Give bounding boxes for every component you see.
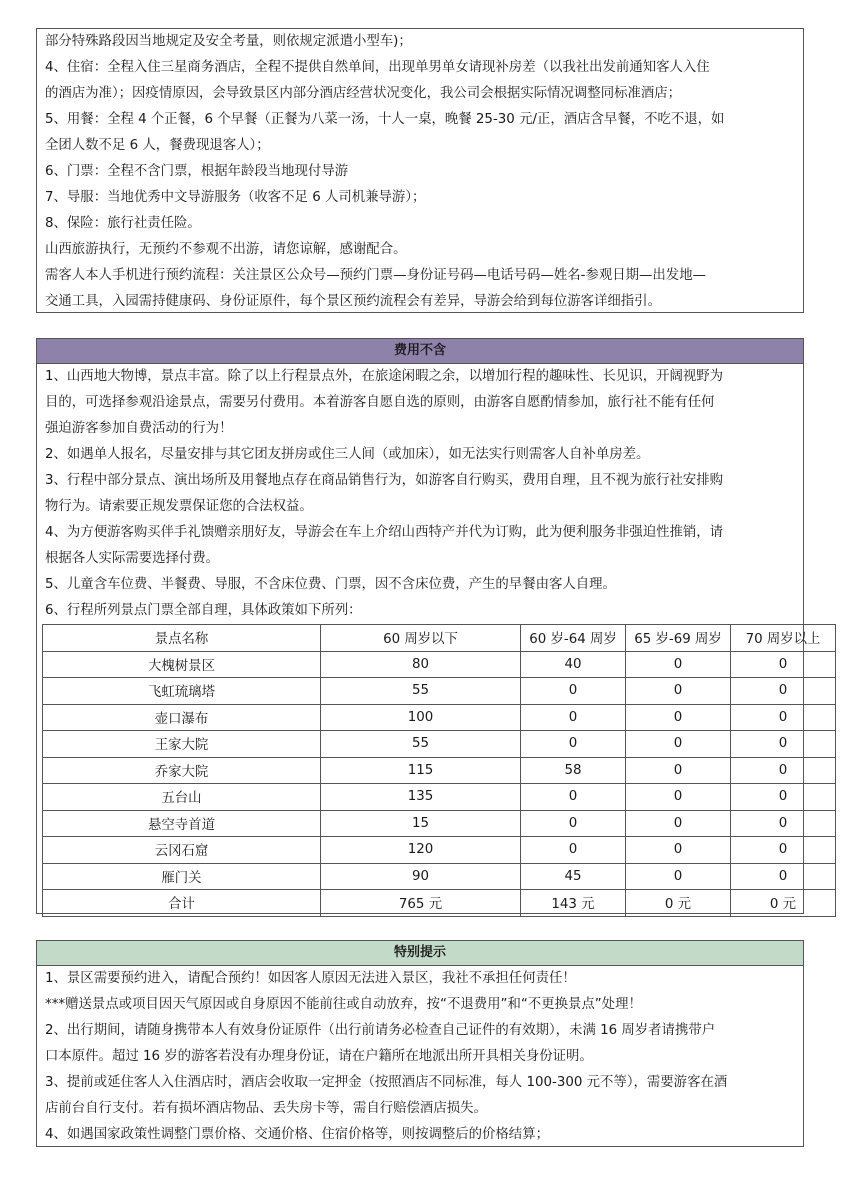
price-cell: 0 — [626, 651, 731, 678]
column-header: 70 周岁以上 — [731, 625, 836, 652]
column-header: 景点名称 — [43, 625, 321, 652]
price-cell: 90 — [321, 863, 521, 890]
scenic-spot-name-cell: 合计 — [43, 890, 321, 917]
scenic-spot-name-cell: 云冈石窟 — [43, 837, 321, 864]
text-line: 5、用餐：全程 4 个正餐，6 个早餐（正餐为八菜一汤，十人一桌，晚餐 25-30 元/正，酒店含早餐，不吃不退，如 — [45, 112, 725, 127]
text-line: 物行为。请索要正规发票保证您的合法权益。 — [45, 499, 313, 514]
price-cell: 0 — [521, 704, 626, 731]
text-line: 部分特殊路段因当地规定及安全考量，则依规定派遣小型车)； — [45, 34, 412, 49]
price-cell: 15 — [321, 810, 521, 837]
price-cell: 0 — [521, 784, 626, 811]
table-row — [43, 731, 836, 758]
price-cell: 0 — [521, 678, 626, 705]
table-row — [43, 890, 836, 917]
table-row — [43, 651, 836, 678]
text-line: 1、山西地大物博，景点丰富。除了以上行程景点外，在旅途闲暇之余，以增加行程的趣味性、长见识，开阔视野为 — [45, 369, 724, 384]
text-line: 店前台自行支付。若有损坏酒店物品、丢失房卡等，需自行赔偿酒店损失。 — [45, 1101, 487, 1116]
price-cell: 0 — [626, 837, 731, 864]
price-cell: 0 — [731, 651, 836, 678]
scenic-spot-name-cell: 乔家大院 — [43, 757, 321, 784]
scenic-spot-name-cell: 雁门关 — [43, 863, 321, 890]
text-line: 目的，可选择参观沿途景点，需要另付费用。本着游客自愿自选的原则，由游客自愿酌情参加，旅行社不能有任何 — [45, 395, 715, 410]
scenic-spot-name-cell: 五台山 — [43, 784, 321, 811]
price-cell: 0 — [521, 731, 626, 758]
price-cell: 120 — [321, 837, 521, 864]
price-cell: 0 — [626, 757, 731, 784]
scenic-spot-name-cell: 悬空寺首道 — [43, 810, 321, 837]
price-cell: 80 — [321, 651, 521, 678]
section-title: 费用不含 — [37, 339, 803, 364]
price-cell: 100 — [321, 704, 521, 731]
price-cell: 135 — [321, 784, 521, 811]
table-row — [43, 810, 836, 837]
price-cell: 0 — [626, 810, 731, 837]
section-title: 特别提示 — [37, 941, 803, 966]
itinerary-notes-section — [36, 28, 804, 313]
price-cell: 0 元 — [626, 890, 731, 917]
price-cell: 0 — [731, 757, 836, 784]
price-cell: 40 — [521, 651, 626, 678]
text-line: 强迫游客参加自费活动的行为！ — [45, 421, 233, 436]
table-header-row — [43, 625, 836, 652]
text-line: 2、如遇单人报名，尽量安排与其它团友拼房或住三人间（或加床），如无法实行则需客人自补单房差。 — [45, 447, 650, 462]
table-row — [43, 863, 836, 890]
text-line: 交通工具，入园需持健康码、身份证原件，每个景区预约流程会有差异，导游会给到每位游客详细指引。 — [45, 294, 661, 309]
text-line: 口本原件。超过 16 岁的游客若没有办理身份证，请在户籍所在地派出所开具相关身份证明。 — [45, 1049, 593, 1064]
text-line: 5、儿童含车位费、半餐费、导服，不含床位费、门票，因不含床位费，产生的早餐由客人自理。 — [45, 577, 616, 592]
price-cell: 0 — [731, 731, 836, 758]
scenic-spot-name-cell: 王家大院 — [43, 731, 321, 758]
table-row — [43, 837, 836, 864]
text-line: 6、行程所列景点门票全部自理，具体政策如下所列： — [45, 603, 362, 618]
text-line: 3、提前或延住客人入住酒店时，酒店会收取一定押金（按照酒店不同标准，每人 100-300 元不等），需要游客在酒 — [45, 1075, 728, 1090]
special-notice-section — [36, 940, 804, 1147]
price-cell: 45 — [521, 863, 626, 890]
price-cell: 0 — [626, 731, 731, 758]
price-cell: 0 — [521, 810, 626, 837]
column-header: 60 周岁以下 — [321, 625, 521, 652]
price-cell: 0 — [626, 784, 731, 811]
text-line: 山西旅游执行，无预约不参观不出游，请您谅解，感谢配合。 — [45, 242, 407, 257]
table-row — [43, 704, 836, 731]
price-cell: 0 — [731, 678, 836, 705]
text-line: 4、如遇国家政策性调整门票价格、交通价格、住宿价格等，则按调整后的价格结算； — [45, 1127, 549, 1142]
price-cell: 0 — [731, 863, 836, 890]
cost-excluded-section — [36, 338, 821, 914]
text-line: 需客人本人手机进行预约流程：关注景区公众号—预约门票—身份证号码—电话号码—姓名-参观日期—出发地— — [45, 268, 706, 283]
price-cell: 55 — [321, 731, 521, 758]
price-cell: 0 — [731, 704, 836, 731]
text-line: 的酒店为准）；因疫情原因，会导致景区内部分酒店经营状况变化，我公司会根据实际情况调整同标准酒店； — [45, 86, 682, 101]
price-cell: 0 — [626, 678, 731, 705]
price-cell: 0 — [731, 784, 836, 811]
price-cell: 0 — [626, 704, 731, 731]
price-cell: 55 — [321, 678, 521, 705]
table-row — [43, 678, 836, 705]
price-cell: 0 — [731, 837, 836, 864]
ticket-price-table — [42, 624, 836, 917]
text-line: 4、住宿：全程入住三星商务酒店，全程不提供自然单间，出现单男单女请现补房差（以我社出发前通知客人入住 — [45, 60, 710, 75]
text-line: ***赠送景点或项目因天气原因或自身原因不能前往或自动放弃，按“不退费用”和“不更换景点”处理！ — [45, 997, 642, 1012]
scenic-spot-name-cell: 飞虹琉璃塔 — [43, 678, 321, 705]
price-cell: 0 — [731, 810, 836, 837]
text-line: 3、行程中部分景点、演出场所及用餐地点存在商品销售行为，如游客自行购买，费用自理，且不视为旅行社安排购 — [45, 473, 724, 488]
text-line: 2、出行期间，请随身携带本人有效身份证原件（出行前请务必检查自己证件的有效期），未满 16 周岁者请携带户 — [45, 1023, 716, 1038]
text-line: 8、保险：旅行社责任险。 — [45, 216, 201, 231]
text-line: 根据各人实际需要选择付费。 — [45, 551, 220, 566]
price-cell: 115 — [321, 757, 521, 784]
price-cell: 0 — [521, 837, 626, 864]
price-cell: 143 元 — [521, 890, 626, 917]
text-line: 4、为方便游客购买伴手礼馈赠亲朋好友，导游会在车上介绍山西特产并代为订购，此为便利服务非强迫性推销，请 — [45, 525, 724, 540]
price-cell: 0 元 — [731, 890, 836, 917]
column-header: 65 岁-69 周岁 — [626, 625, 731, 652]
text-line: 7、导服：当地优秀中文导游服务（收客不足 6 人司机兼导游）； — [45, 190, 426, 205]
price-cell: 765 元 — [321, 890, 521, 917]
table-row — [43, 784, 836, 811]
scenic-spot-name-cell: 壶口瀑布 — [43, 704, 321, 731]
column-header: 60 岁-64 周岁 — [521, 625, 626, 652]
price-cell: 0 — [626, 863, 731, 890]
price-cell: 58 — [521, 757, 626, 784]
scenic-spot-name-cell: 大槐树景区 — [43, 651, 321, 678]
text-line: 6、门票：全程不含门票，根据年龄段当地现付导游 — [45, 164, 349, 179]
table-row — [43, 757, 836, 784]
text-line: 1、景区需要预约进入，请配合预约！如因客人原因无法进入景区，我社不承担任何责任！ — [45, 971, 576, 986]
text-line: 全团人数不足 6 人，餐费现退客人）； — [45, 138, 270, 153]
